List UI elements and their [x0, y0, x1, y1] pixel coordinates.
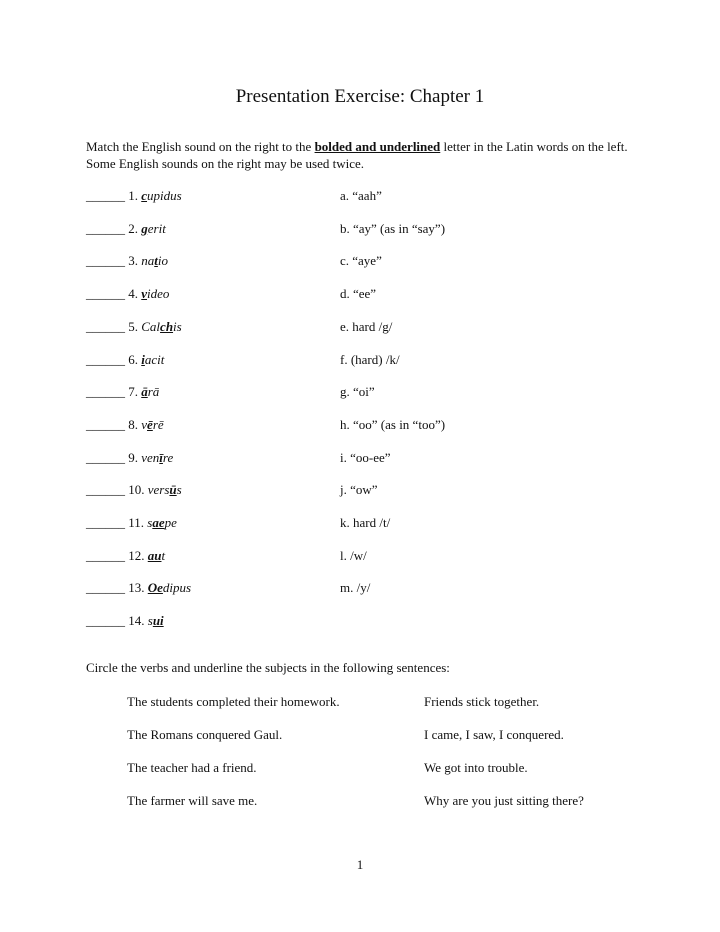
latin-word: [141, 384, 159, 399]
latin-word-item: [86, 515, 177, 531]
latin-word: [148, 613, 164, 628]
word-part: is: [173, 318, 182, 334]
sentence-right: Why are you just sitting there?: [424, 793, 584, 808]
item-number: ______ 10.: [86, 482, 148, 498]
word-part: io: [157, 253, 168, 269]
target-letters: g: [141, 220, 148, 236]
target-letters: ch: [160, 318, 174, 334]
latin-word-item: [86, 580, 191, 596]
word-part: ideo: [147, 286, 170, 302]
english-sound-option: c. “aye”: [340, 253, 382, 269]
word-part: dipus: [162, 580, 192, 596]
target-letters: v: [141, 286, 148, 302]
matching-instructions: [86, 138, 646, 172]
sentence-instructions: Circle the verbs and underline the subjects in the following sentences:: [86, 660, 450, 675]
sentence-right: We got into trouble.: [424, 760, 528, 775]
word-part: s: [176, 482, 182, 498]
target-letters: i: [141, 351, 145, 367]
english-sound-option: f. (hard) /k/: [340, 351, 400, 367]
latin-word: [141, 253, 168, 268]
instructions-bold-text: bolded and underlined: [314, 139, 441, 154]
word-part: rā: [147, 384, 160, 400]
instructions-text-2: letter in the Latin words on the left. Some English sounds on the right may be used twice.: [86, 139, 628, 171]
latin-word-item: [86, 482, 182, 498]
word-part: s: [147, 515, 153, 530]
target-letters: c: [141, 188, 148, 203]
english-sound-option: b. “ay” (as in “say”): [340, 220, 446, 236]
sentence-right: Friends stick together.: [424, 694, 540, 709]
english-sound-option: g. “oi”: [340, 384, 375, 400]
item-number: ______ 3.: [86, 253, 142, 269]
word-part: vers: [147, 482, 170, 498]
latin-word: [141, 319, 181, 334]
word-part: pe: [164, 515, 177, 530]
word-part: erit: [147, 220, 166, 236]
latin-word-item: [86, 384, 159, 400]
item-number: ______ 6.: [86, 351, 142, 367]
target-letters: ā: [141, 384, 148, 400]
latin-word-item: [86, 450, 173, 466]
english-sound-option: e. hard /g/: [340, 318, 393, 334]
latin-word-item: [86, 548, 165, 564]
word-part: acit: [144, 351, 165, 367]
word-part: t: [161, 547, 166, 563]
item-number: ______ 7.: [86, 384, 142, 400]
word-part: rē: [152, 416, 164, 432]
english-sound-option: a. “aah”: [340, 188, 382, 203]
latin-word-item: [86, 319, 182, 335]
word-part: re: [162, 449, 174, 465]
item-number: ______ 5.: [86, 318, 142, 334]
latin-word: [148, 580, 191, 595]
item-number: ______ 11.: [86, 515, 148, 530]
target-letters: ae: [152, 515, 165, 530]
target-letters: Oe: [147, 580, 163, 596]
latin-word: [141, 450, 173, 465]
latin-word: [141, 352, 164, 367]
sentence-left: The students completed their homework.: [127, 694, 340, 709]
item-number: ______ 12.: [86, 547, 148, 563]
word-part: na: [141, 253, 155, 269]
latin-word-item: [86, 613, 164, 629]
sentence-left: The teacher had a friend.: [127, 760, 257, 775]
item-number: ______ 4.: [86, 286, 142, 302]
target-letters: ē: [147, 416, 153, 432]
word-part: upidus: [147, 188, 182, 203]
latin-word: [141, 188, 181, 203]
page-title: Presentation Exercise: Chapter 1: [235, 86, 485, 107]
item-number: ______ 14.: [86, 613, 148, 629]
sentence-right: I came, I saw, I conquered.: [424, 727, 564, 742]
latin-word: [147, 515, 177, 530]
word-part: v: [141, 416, 148, 432]
target-letters: ū: [169, 482, 177, 498]
target-letters: au: [147, 547, 162, 563]
latin-word-item: [86, 417, 164, 433]
word-part: s: [147, 613, 153, 629]
word-part: ven: [141, 449, 160, 465]
item-number: ______ 13.: [86, 580, 148, 596]
sentence-left: The farmer will save me.: [127, 793, 258, 808]
latin-word-item: [86, 286, 169, 302]
page-number: 1: [356, 857, 364, 872]
latin-word: [148, 548, 165, 563]
english-sound-option: h. “oo” (as in “too”): [340, 416, 446, 432]
word-part: Cal: [141, 318, 161, 334]
target-letters: ui: [152, 613, 164, 629]
item-number: ______ 9.: [86, 449, 142, 465]
english-sound-option: d. “ee”: [340, 286, 377, 302]
item-number: ______ 2.: [86, 220, 142, 236]
english-sound-option: k. hard /t/: [340, 515, 391, 530]
target-letters: ī: [159, 449, 163, 465]
item-number: ______ 8.: [86, 416, 142, 432]
english-sound-option: j. “ow”: [340, 482, 378, 498]
latin-word-item: [86, 352, 164, 368]
english-sound-option: i. “oo-ee”: [340, 449, 391, 465]
latin-word: [141, 221, 166, 236]
item-number: ______ 1.: [86, 188, 142, 203]
latin-word: [141, 286, 169, 301]
latin-word-item: [86, 253, 168, 269]
latin-word-item: [86, 188, 182, 204]
instructions-text-1: Match the English sound on the right to the: [86, 139, 315, 154]
target-letters: t: [154, 253, 158, 269]
latin-word: [141, 417, 163, 432]
latin-word-item: [86, 221, 166, 237]
sentence-left: The Romans conquered Gaul.: [127, 727, 283, 742]
english-sound-option: l. /w/: [340, 547, 367, 563]
english-sound-option: m. /y/: [340, 580, 371, 596]
latin-word: [148, 482, 182, 497]
